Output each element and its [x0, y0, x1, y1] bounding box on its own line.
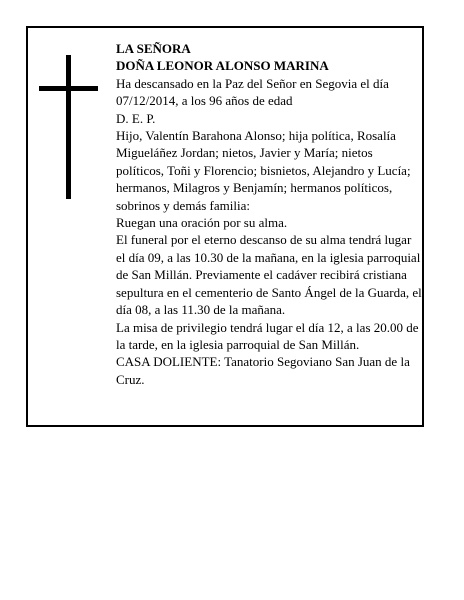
cross-vertical-bar	[66, 55, 71, 199]
rest-in-peace: D. E. P.	[116, 110, 156, 126]
notice-text	[116, 40, 422, 388]
prayer-request: Ruegan una oración por su alma.	[116, 215, 288, 231]
death-announcement: Ha descansado en la Paz del Señor en Segovia el día 07/12/2014, a los 96 años de edad	[116, 75, 389, 109]
obituary-notice	[26, 26, 424, 427]
mass-details: La misa de privilegio tendrá lugar el día 12, a las 20.00 de la tarde, en la iglesia parroquial de San Millán.	[116, 319, 419, 352]
funeral-details: El funeral por el eterno descanso de su alma tendrá lugar el día 09, a las 10.30 de la mañana, en la iglesia parroquial de San Millán. Previamente el cadáver recibirá cristiana sepultura en el cementerio de Santo Ángel de la Guarda, el día 08, a las 11.30 de la mañana.	[116, 232, 422, 318]
family-list: Hijo, Valentín Barahona Alonso; hija política, Rosalía Migueláñez Jordan; nietos, Javier y María; nietos políticos, Toñi y Florencio; bisnietos, Alejandro y Lucía; hermanos, Milagros y Benjamín; hermanos políticos, sobrinos y demás familia:	[116, 128, 411, 213]
cross-horizontal-bar	[39, 86, 98, 91]
deceased-name: DOÑA LEONOR ALONSO MARINA	[116, 58, 329, 74]
notice-title: LA SEÑORA	[116, 41, 191, 56]
funeral-home: CASA DOLIENTE: Tanatorio Segoviano San Juan de la Cruz.	[116, 354, 410, 387]
